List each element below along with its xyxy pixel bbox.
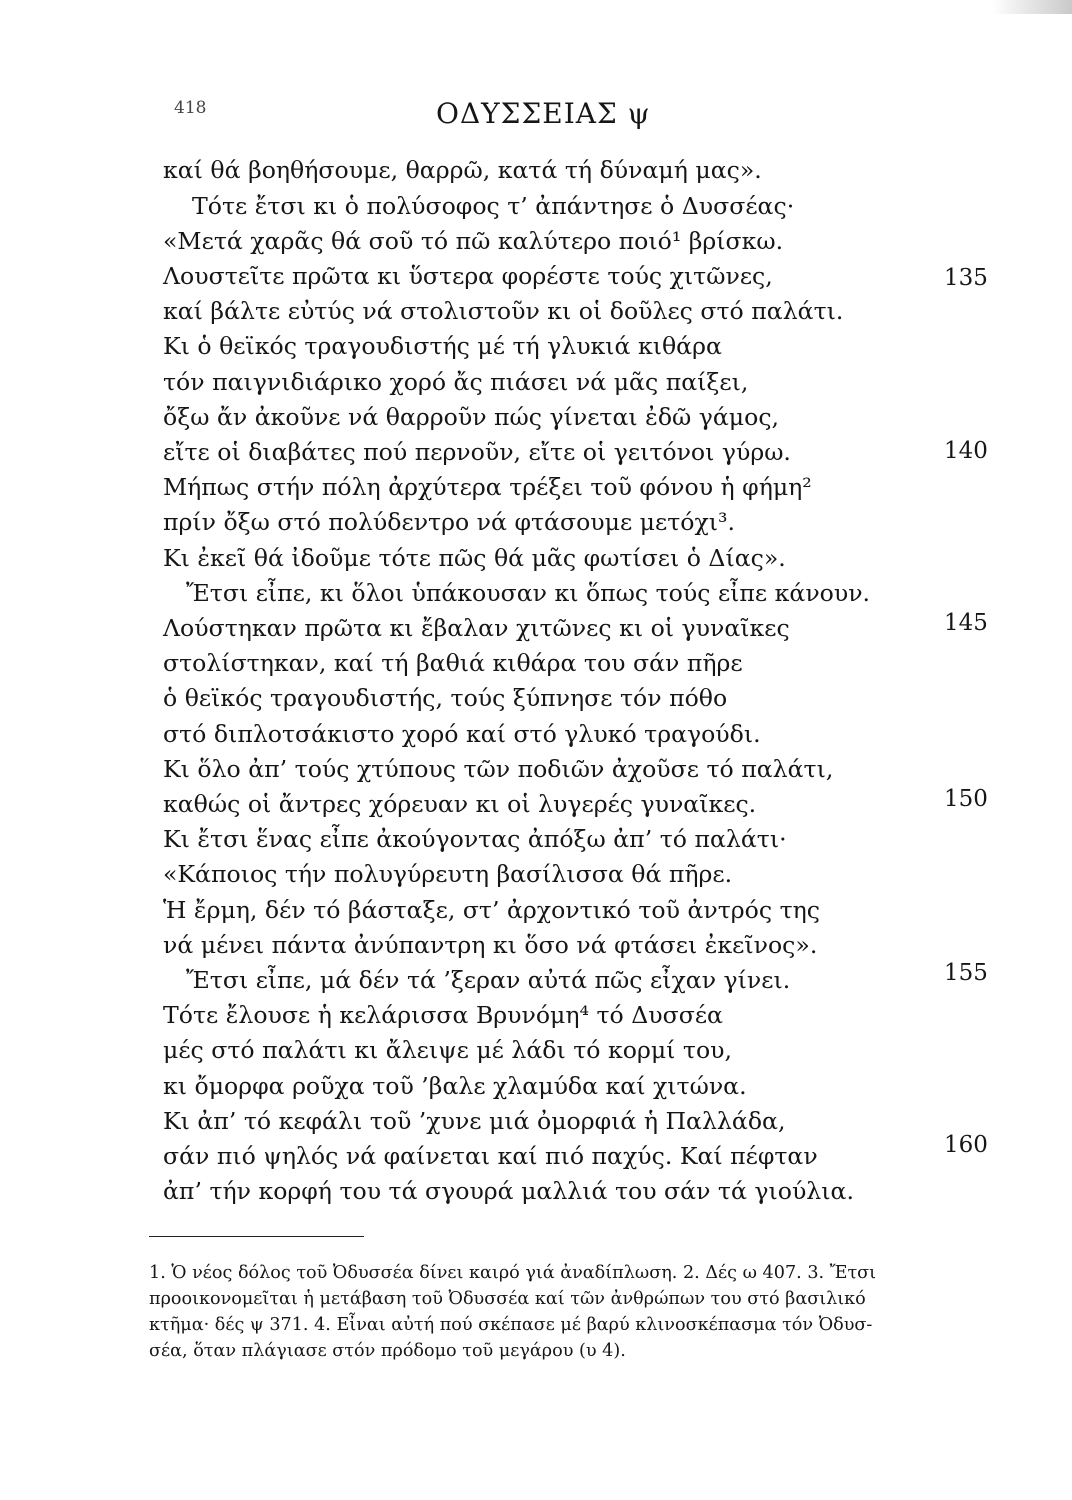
- verse-line: κι ὄμορφα ροῦχα τοῦ ’βαλε χλαμύδα καί χιτώνα.: [163, 1072, 747, 1100]
- page-edge-shadow: [992, 0, 1072, 14]
- verse-line: Τότε ἔτσι κι ὁ πολύσοφος τ’ ἀπάντησε ὁ Δυσσέας·: [192, 192, 795, 220]
- footnote-line: προοικονομεῖται ἡ μετάβαση τοῦ Ὀδυσσέα καί τῶν ἀνθρώπων του στό βασιλικό: [149, 1289, 866, 1309]
- verse-line: σάν πιό ψηλός νά φαίνεται καί πιό παχύς. Καί πέφταν: [163, 1142, 818, 1170]
- footnotes: [149, 1260, 999, 1364]
- verse-line: ἀπ’ τήν κορφή του τά σγουρά μαλλιά του σάν τά γιούλια.: [163, 1177, 854, 1205]
- footnote-line: 1. Ὁ νέος δόλος τοῦ Ὀδυσσέα δίνει καιρό γιά ἀναδίπλωση. 2. Δές ω 407. 3. Ἔτσι: [149, 1263, 877, 1283]
- verse-line: τόν παιγνιδιάρικο χορό ἄς πιάσει νά μᾶς παίξει,: [163, 368, 749, 396]
- verse-line: εἴτε οἱ διαβάτες πού περνοῦν, εἴτε οἱ γειτόνοι γύρω.: [163, 438, 791, 466]
- footnote-divider: [149, 1236, 364, 1237]
- page-number: 418: [174, 98, 207, 118]
- verse-line: Μήπως στήν πόλη ἀρχύτερα τρέξει τοῦ φόνου ἡ φήμη²: [163, 473, 812, 501]
- verse-line: ὁ θεϊκός τραγουδιστής, τούς ξύπνησε τόν πόθο: [163, 684, 728, 712]
- verse-line: στό διπλοτσάκιστο χορό καί στό γλυκό τραγούδι.: [163, 720, 761, 748]
- footnote-line: σέα, ὅταν πλάγιασε στόν πρόδομο τοῦ μεγάρου (υ 4).: [149, 1341, 626, 1361]
- verse-line: μές στό παλάτι κι ἄλειψε μέ λάδι τό κορμί του,: [163, 1036, 733, 1064]
- verse-line: Κι ἐκεῖ θά ἰδοῦμε τότε πῶς θά μᾶς φωτίσει ὁ Δίας».: [163, 544, 786, 572]
- line-number: 150: [944, 786, 988, 812]
- verse-line: καί βάλτε εὐτύς νά στολιστοῦν κι οἱ δοῦλες στό παλάτι.: [163, 297, 844, 325]
- verse-line: Ἡ ἔρμη, δέν τό βάσταξε, στ’ ἀρχοντικό τοῦ ἀντρός της: [163, 896, 820, 924]
- verse-line: νά μένει πάντα ἀνύπαντρη κι ὅσο νά φτάσει ἐκεῖνος».: [163, 931, 818, 959]
- verse-line: Τότε ἔλουσε ἡ κελάρισσα Βρυνόμη⁴ τό Δυσσέα: [163, 1001, 723, 1029]
- verse-line: καί θά βοηθήσουμε, θαρρῶ, κατά τή δύναμή μας».: [163, 156, 762, 184]
- verse-line: Λούστηκαν πρῶτα κι ἔβαλαν χιτῶνες κι οἱ γυναῖκες: [163, 614, 790, 642]
- verse-line: Κι ἀπ’ τό κεφάλι τοῦ ’χυνε μιά ὀμορφιά ἡ Παλλάδα,: [163, 1107, 786, 1135]
- line-number: 140: [944, 438, 988, 464]
- verse-line: πρίν ὄξω στό πολύδεντρο νά φτάσουμε μετόχι³.: [163, 508, 735, 536]
- running-title: ΟΔΥΣΣΕΙΑΣ ψ: [436, 97, 651, 130]
- verse-line: στολίστηκαν, καί τή βαθιά κιθάρα του σάν πῆρε: [163, 649, 743, 677]
- verse-line: «Κάποιος τήν πολυγύρευτη βασίλισσα θά πῆρε.: [163, 860, 733, 888]
- verse-line: Κι ἔτσι ἕνας εἶπε ἀκούγοντας ἀπόξω ἀπ’ τό παλάτι·: [163, 825, 787, 853]
- footnote-line: κτῆμα· δές ψ 371. 4. Εἶναι αὐτή πού σκέπασε μέ βαρύ κλινοσκέπασμα τόν Ὀδυσ-: [149, 1315, 873, 1335]
- verse-line: Λουστεῖτε πρῶτα κι ὕστερα φορέστε τούς χιτῶνες,: [163, 262, 773, 290]
- line-number: 160: [944, 1132, 988, 1158]
- verse-line: Ἔτσι εἶπε, κι ὅλοι ὑπάκουσαν κι ὅπως τούς εἶπε κάνουν.: [186, 579, 871, 607]
- verse-line: καθώς οἱ ἄντρες χόρευαν κι οἱ λυγερές γυναῖκες.: [163, 790, 757, 818]
- verse-line: Κι ὅλο ἀπ’ τούς χτύπους τῶν ποδιῶν ἀχοῦσε τό παλάτι,: [163, 755, 834, 783]
- line-number: 155: [944, 960, 988, 986]
- verse-line: Ἔτσι εἶπε, μά δέν τά ’ξεραν αὐτά πῶς εἶχαν γίνει.: [186, 966, 791, 994]
- verse-line: Κι ὁ θεϊκός τραγουδιστής μέ τή γλυκιά κιθάρα: [163, 332, 722, 360]
- line-number: 145: [944, 610, 988, 636]
- verse-line: «Μετά χαρᾶς θά σοῦ τό πῶ καλύτερο ποιό¹ βρίσκω.: [163, 227, 784, 255]
- verse-line: ὄξω ἄν ἀκοῦνε νά θαρροῦν πώς γίνεται ἐδῶ γάμος,: [163, 403, 780, 431]
- line-number: 135: [944, 265, 988, 291]
